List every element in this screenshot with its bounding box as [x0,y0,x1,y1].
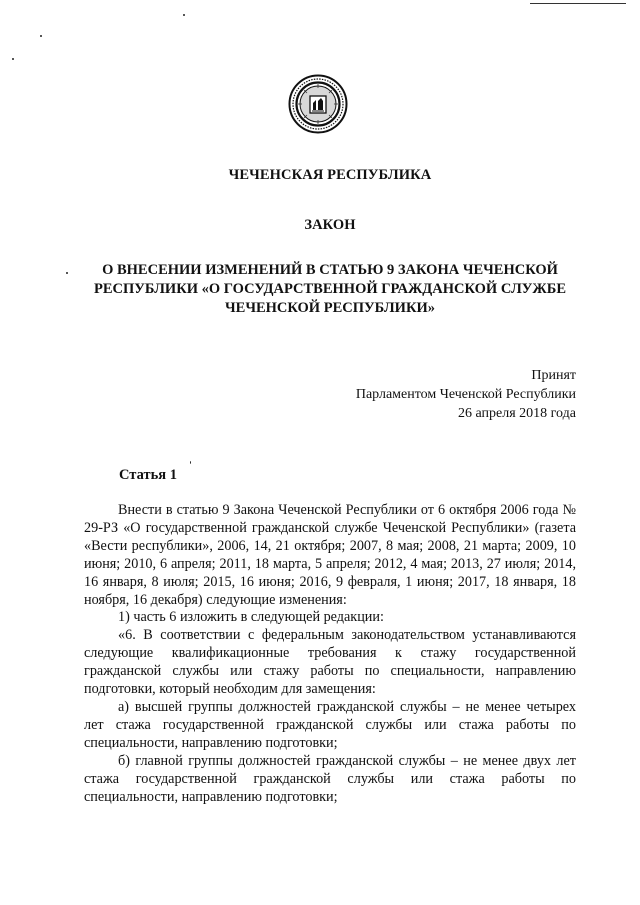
coat-of-arms-icon [288,74,348,134]
adoption-block [356,366,576,423]
scan-edge-line [530,3,626,4]
law-title-line: О ВНЕСЕНИИ ИЗМЕНЕНИЙ В СТАТЬЮ 9 ЗАКОНА ЧЕЧЕНСКОЙ [102,262,558,278]
scan-speck [12,58,14,60]
scan-speck [66,272,68,274]
law-title [75,261,585,318]
law-title-line: ЧЕЧЕНСКОЙ РЕСПУБЛИКИ» [225,300,435,316]
adopting-body: Парламентом Чеченской Республики [355,387,576,402]
republic-heading: ЧЕЧЕНСКАЯ РЕСПУБЛИКА [228,167,432,183]
article-body [84,502,576,806]
paragraph: Внести в статью 9 Закона Чеченской Республики от 6 октября 2006 года № 29-РЗ «О государственной гражданской службе Чеченской Республики» (газета «Вести республики», 2006, 14, 21 октября; 2007, 8 мая; 2008, 21 марта; 2009, 10 июня; 2010, 6 апреля; 2011, 18 марта, 5 апреля; 2012, 4 мая; 2013, 27 июля; 2014, 16 января, 8 июля; 2015, 16 июня; 2016, 9 февраля, 1 июня; 2017, 18 января, 18 ноября, 16 декабря) следующие изменения: [84,502,576,608]
paragraph: «6. В соответствии с федеральным законодательством устанавливаются следующие квалификационные требования к стажу государственной гражданской службы или стажу работы по специальности, направлению подготовки, который необходим для замещения: [84,627,576,698]
scan-speck [40,35,42,37]
scan-speck [190,461,191,464]
adoption-date: 26 апреля 2018 года [458,406,576,421]
law-title-line: РЕСПУБЛИКИ «О ГОСУДАРСТВЕННОЙ ГРАЖДАНСКОЙ СЛУЖБЕ [93,281,566,297]
paragraph: а) высшей группы должностей гражданской службы – не менее четырех лет стажа государственной гражданской службы или стажа работы по специальности, направлению подготовки; [84,698,576,751]
article-title: Статья 1 [119,467,177,483]
paragraph: 1) часть 6 изложить в следующей редакции: [118,609,384,626]
adoption-status: Принят [531,368,576,383]
document-type: ЗАКОН [304,217,356,233]
scan-speck [183,14,185,16]
paragraph: б) главной группы должностей гражданской службы – не менее двух лет стажа государственной гражданской службы или стажа работы по специальности, направлению подготовки; [84,752,576,805]
